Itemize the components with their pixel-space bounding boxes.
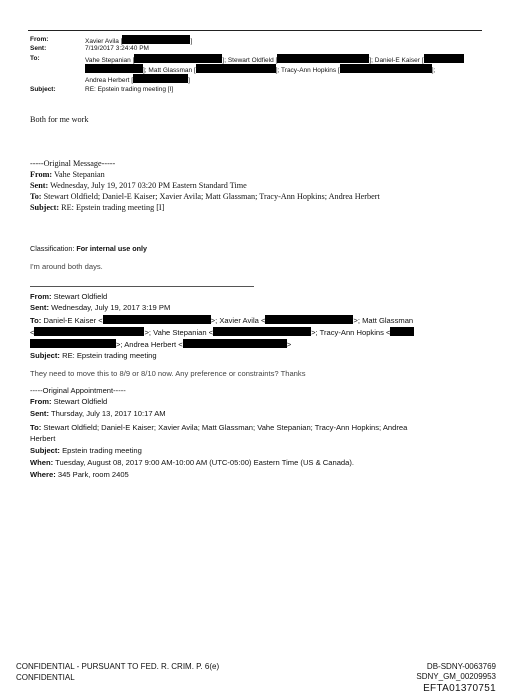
redaction-block — [183, 339, 287, 348]
appt-to-line2: Herbert — [30, 434, 56, 443]
appt-subject-line: Subject: Epstein trading meeting — [30, 446, 142, 455]
msg2-to-line2: < >; Vahe Stepanian < >; Tracy-Ann Hopkins < — [30, 327, 414, 339]
redaction-block — [213, 327, 311, 336]
sent-value: 7/19/2017 3:24:40 PM — [85, 45, 149, 52]
redaction-block — [390, 327, 414, 336]
redaction-block — [196, 64, 276, 73]
redaction-block — [122, 35, 190, 44]
orig-subject-line: Subject: RE: Epstein trading meeting [I] — [30, 203, 165, 212]
header-top-rule — [28, 30, 482, 31]
original-message-divider: -----Original Message----- — [30, 159, 116, 168]
from-label: From: — [30, 36, 49, 43]
to-value-line2: ]; Matt Glassman [ ]; Tracy-Ann Hopkins [ ]; — [85, 64, 435, 75]
orig-from-line: From: Vahe Stepanian — [30, 170, 105, 179]
orig-to-line: To: Stewart Oldfield; Daniel-E Kaiser; Xavier Avila; Matt Glassman; Tracy-Ann Hopkins; Andrea Herbert — [30, 192, 380, 201]
msg2-to-line3: >; Andrea Herbert < > — [30, 339, 291, 351]
appt-from-line: From: Stewart Oldfield — [30, 397, 108, 406]
appt-where-line: Where: 345 Park, room 2405 — [30, 470, 129, 479]
redaction-block — [103, 315, 211, 324]
sent-label: Sent: — [30, 45, 47, 52]
original-appointment-divider: -----Original Appointment----- — [30, 386, 126, 395]
redaction-block — [133, 74, 188, 83]
to-label: To: — [30, 55, 40, 62]
appt-to-line1: To: Stewart Oldfield; Daniel-E Kaiser; Xavier Avila; Matt Glassman; Vahe Stepanian; Tracy-Ann Hopkins; Andrea — [30, 423, 408, 432]
classification-line: Classification: For internal use only — [30, 244, 148, 253]
redaction-block — [340, 64, 432, 73]
msg2-subject-line: Subject: RE: Epstein trading meeting — [30, 351, 157, 360]
redaction-block — [134, 54, 222, 63]
body-text-reply: Both for me work — [30, 115, 89, 124]
redaction-block — [30, 339, 116, 348]
msg2-sent-line: Sent: Wednesday, July 19, 2017 3:19 PM — [30, 303, 171, 312]
orig-sent-line: Sent: Wednesday, July 19, 2017 03:20 PM Eastern Standard Time — [30, 181, 247, 190]
appt-when-line: When: Tuesday, August 08, 2017 9:00 AM-10:00 AM (UTC-05:00) Eastern Time (US & Canada). — [30, 458, 355, 467]
redaction-block — [85, 64, 143, 73]
footer-efta-number: EFTA01370751 — [423, 683, 496, 694]
subject-value: RE: Epstein trading meeting [I] — [85, 86, 174, 93]
redaction-block — [424, 54, 464, 63]
footer-confidential: CONFIDENTIAL — [16, 673, 75, 682]
from-value: Xavier Avila [ ] — [85, 35, 192, 46]
footer-bates-db: DB-SDNY-0063769 — [426, 662, 496, 671]
msg2-body: They need to move this to 8/9 or 8/10 now. Any preference or constraints? Thanks — [30, 369, 306, 378]
footer-confidential-pursuant: CONFIDENTIAL - PURSUANT TO FED. R. CRIM. P. 6(e) — [16, 662, 220, 671]
msg2-from-line: From: Stewart Oldfield — [30, 292, 108, 301]
to-value-line1: Vahe Stepanian [ ]; Stewart Oldfield [ ]; Daniel-E Kaiser [ — [85, 54, 464, 65]
redaction-block — [265, 315, 353, 324]
redaction-block — [277, 54, 369, 63]
footer-bates-sdny: SDNY_GM_00209953 — [416, 672, 496, 681]
redaction-block — [34, 327, 144, 336]
msg2-to-line1: To: Daniel-E Kaiser < >; Xavier Avila < >; Matt Glassman — [30, 316, 414, 325]
subject-label: Subject: — [30, 86, 56, 93]
separator-rule — [30, 286, 254, 287]
appt-sent-line: Sent: Thursday, July 13, 2017 10:17 AM — [30, 409, 166, 418]
to-value-line3: Andrea Herbert [ ] — [85, 74, 190, 85]
body-text-around: I'm around both days. — [30, 262, 103, 271]
